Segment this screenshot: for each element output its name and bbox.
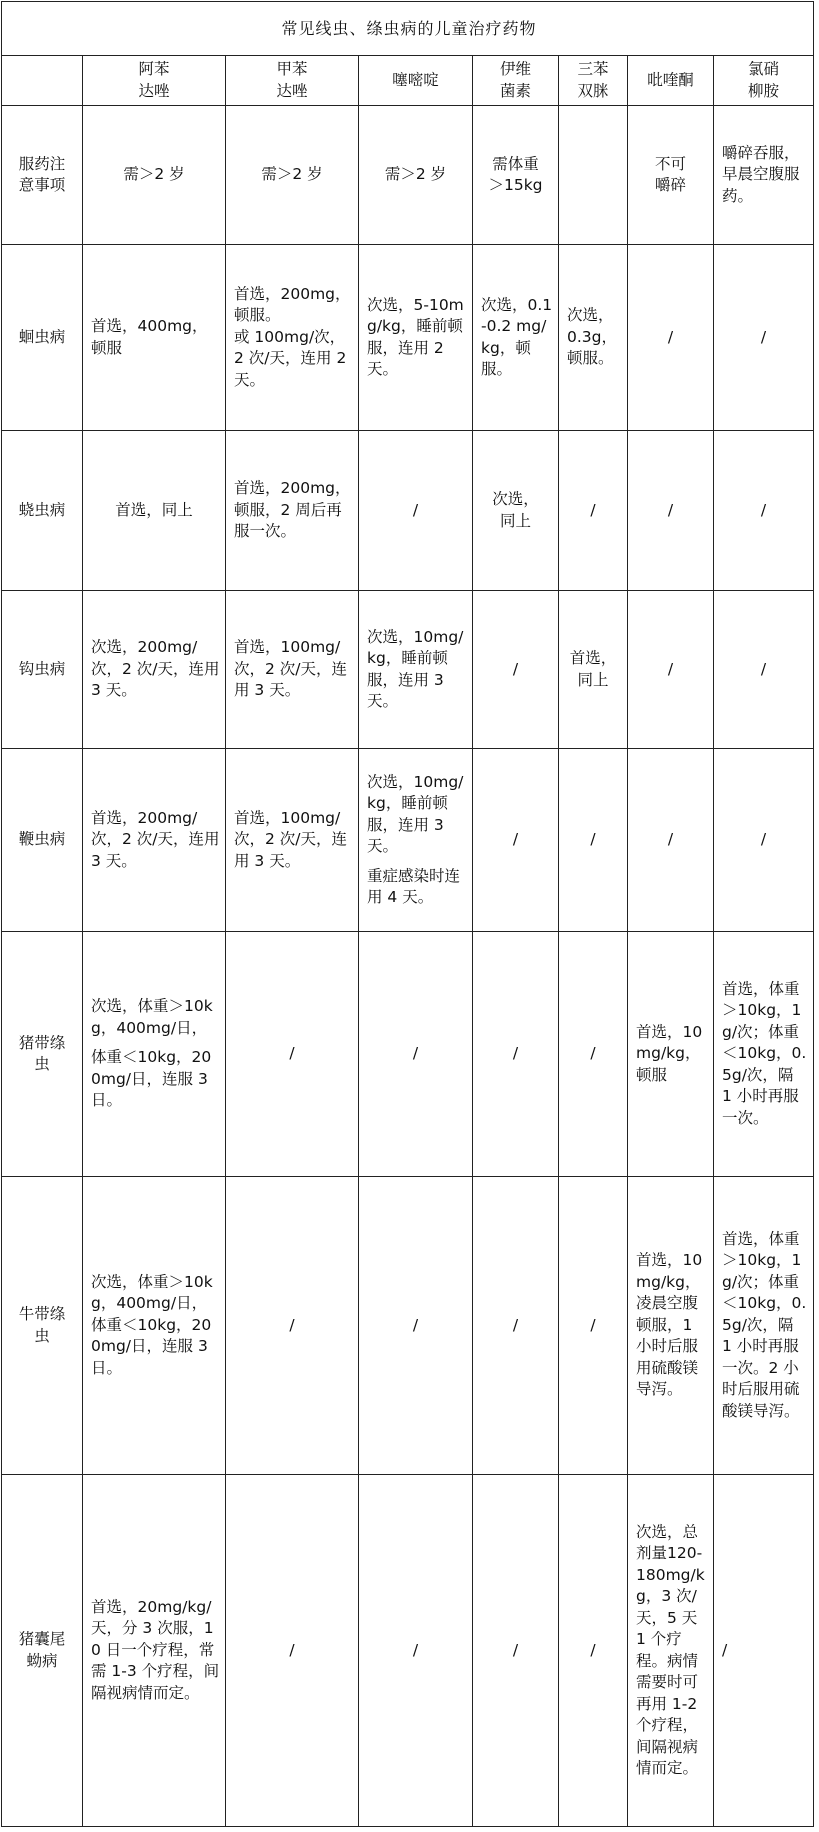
header-row [2,56,814,106]
table-cell: 次选，200mg/次，2 次/天，连用 3 天。 [83,591,226,749]
col-header: 噻嘧啶 [359,56,473,106]
col-header: 伊维 菌素 [473,56,559,106]
row-header: 猪囊尾 蚴病 [2,1475,83,1827]
row-header: 猪带绦 虫 [2,932,83,1177]
table-cell: 首选，10mg/kg，凌晨空腹顿服，1 小时后服用硫酸镁导泻。 [628,1177,714,1475]
table-row [2,749,814,932]
table-cell: 首选，体重＞10kg，1g/次；体重＜10kg，0.5g/次，隔 1 小时再服一次。2 小时后服用硫酸镁导泻。 [714,1177,814,1475]
table-row [2,106,814,245]
table-cell: 需＞2 岁 [83,106,226,245]
table-row [2,1475,814,1827]
table-cell: / [628,431,714,591]
table-cell: / [473,749,559,932]
table-row [2,1177,814,1475]
table-cell: 次选，5-10mg/kg，睡前顿服，连用 2 天。 [359,245,473,431]
table-cell: 首选，100mg/次，2 次/天，连用 3 天。 [226,749,359,932]
row-header: 蛔虫病 [2,245,83,431]
table-cell: / [559,431,628,591]
table-cell: 次选，0.3g，顿服。 [559,245,628,431]
table-cell: 次选，10mg/kg，睡前顿服，连用 3 天。 重症感染时连用 4 天。 [359,749,473,932]
table-cell: / [359,1475,473,1827]
table-cell: 嚼碎吞服，早晨空腹服药。 [714,106,814,245]
row-header: 牛带绦 虫 [2,1177,83,1475]
table-cell: 需＞2 岁 [226,106,359,245]
table-title: 常见线虫、绦虫病的儿童治疗药物 [2,2,814,56]
table-cell: / [714,431,814,591]
table-cell: 不可 嚼碎 [628,106,714,245]
table-cell: / [359,1177,473,1475]
table-cell: / [559,932,628,1177]
table-cell: 次选，0.1-0.2 mg/kg，顿服。 [473,245,559,431]
row-header: 鞭虫病 [2,749,83,932]
table-row [2,591,814,749]
table-cell: 首选，100mg/次，2 次/天，连用 3 天。 [226,591,359,749]
col-header: 氯硝 柳胺 [714,56,814,106]
table-cell: / [559,749,628,932]
table-row [2,431,814,591]
col-header: 甲苯 达唑 [226,56,359,106]
table-cell: 首选，体重＞10kg，1g/次；体重＜10kg，0.5g/次，隔 1 小时再服一次。 [714,932,814,1177]
table-cell: 首选，10mg/kg，顿服 [628,932,714,1177]
drug-table [1,1,814,1827]
table-cell: 次选，10mg/kg，睡前顿服，连用 3 天。 [359,591,473,749]
table-cell: 需体重 ＞15kg [473,106,559,245]
table-cell: 首选，200mg，顿服，2 周后再服一次。 [226,431,359,591]
table-row [2,245,814,431]
col-header: 阿苯 达唑 [83,56,226,106]
table-cell: / [628,245,714,431]
table-cell: / [714,1475,814,1827]
col-header: 吡喹酮 [628,56,714,106]
table-cell: / [473,932,559,1177]
table-cell: 首选，同上 [83,431,226,591]
table-cell: / [628,591,714,749]
table-cell: / [714,749,814,932]
table-cell: / [714,591,814,749]
table-cell: / [226,1475,359,1827]
table-cell: / [473,591,559,749]
table-cell: / [226,1177,359,1475]
col-header: 三苯 双脒 [559,56,628,106]
row-header: 服药注 意事项 [2,106,83,245]
table-cell: 首选，200mg，顿服。 或 100mg/次，2 次/天，连用 2 天。 [226,245,359,431]
table-cell: / [473,1475,559,1827]
corner-cell [2,56,83,106]
table-cell: / [559,1475,628,1827]
table-cell: / [628,749,714,932]
row-header: 蛲虫病 [2,431,83,591]
table-row [2,932,814,1177]
table-cell [559,106,628,245]
table-cell: 首选，20mg/kg/天，分 3 次服，10 日一个疗程，常需 1-3 个疗程，间隔视病情而定。 [83,1475,226,1827]
table-cell: / [714,245,814,431]
table-cell: / [226,932,359,1177]
table-cell: 首选，400mg，顿服 [83,245,226,431]
table-cell: / [359,932,473,1177]
table-cell: 首选，200mg/次，2 次/天，连用 3 天。 [83,749,226,932]
table-cell: 次选，体重＞10kg，400mg/日，体重＜10kg，200mg/日，连服 3 日。 [83,1177,226,1475]
table-cell: 需＞2 岁 [359,106,473,245]
table-cell: 首选， 同上 [559,591,628,749]
table-cell: 次选， 同上 [473,431,559,591]
table-cell: 次选，总剂量120-180mg/kg，3 次/天，5 天 1 个疗程。病情需要时可再用 1-2 个疗程，间隔视病情而定。 [628,1475,714,1827]
table-cell: / [359,431,473,591]
row-header: 钩虫病 [2,591,83,749]
table-cell: / [473,1177,559,1475]
table-cell: / [559,1177,628,1475]
table-cell: 次选，体重＞10kg，400mg/日， 体重＜10kg，200mg/日，连服 3 日。 [83,932,226,1177]
